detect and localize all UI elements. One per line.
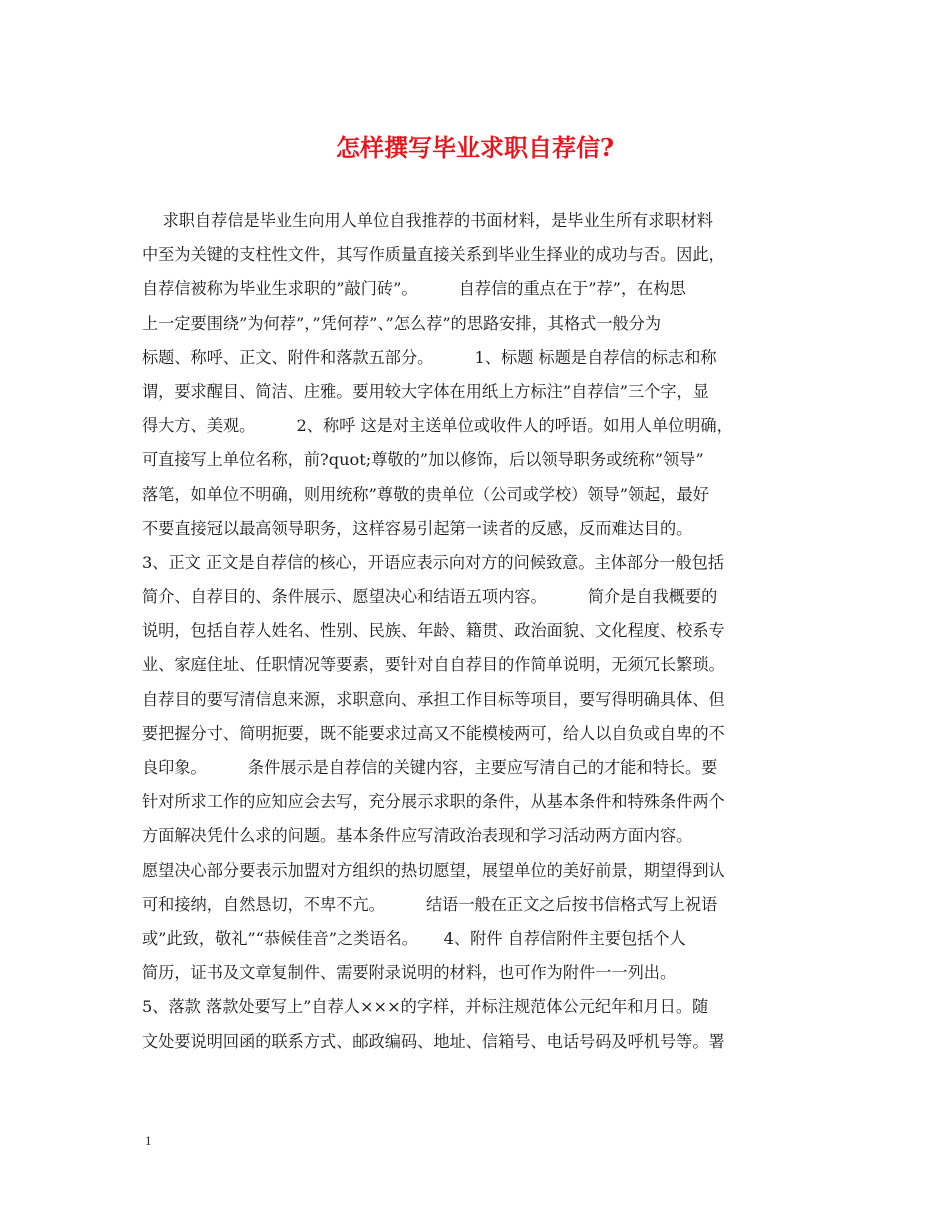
body-line: 简介、自荐目的、条件展示、愿望决心和结语五项内容。 简介是自我概要的 bbox=[142, 587, 718, 607]
body-line: 良印象。 条件展示是自荐信的关键内容，主要应写清自己的才能和特长。要 bbox=[142, 758, 718, 777]
body-line: 3、正文 正文是自荐信的核心，开语应表示向对方的问候致意。主体部分一般包括 bbox=[142, 552, 725, 572]
body-line: 得大方、美观。 2、称呼 这是对主送单位或收件人的呼语。如用人单位明确， bbox=[142, 416, 733, 436]
body-line: 5、落款 落款处要写上”自荐人×××的字样，并标注规范体公元纪年和月日。随 bbox=[142, 997, 709, 1017]
body-line: 针对所求工作的应知应会去写，充分展示求职的条件，从基本条件和特殊条件两个 bbox=[142, 792, 725, 812]
body-line: 自荐信被称为毕业生求职的”敲门砖”。 自荐信的重点在于”荐”，在构思 bbox=[142, 279, 686, 299]
document-title: 怎样撰写毕业求职自荐信? bbox=[335, 133, 615, 162]
body-line: 谓，要求醒目、简洁、庄雅。要用较大字体在用纸上方标注”自荐信”三个字，显 bbox=[142, 381, 709, 401]
body-line: 业、家庭住址、任职情况等要素，要针对自自荐目的作简单说明，无须冗长繁琐。 bbox=[142, 655, 725, 675]
body-line: 标题、称呼、正文、附件和落款五部分。 1、标题 标题是自荐信的标志和称 bbox=[142, 347, 717, 367]
body-line: 简历，证书及文章复制件、需要附录说明的材料，也可作为附件一一列出。 bbox=[142, 963, 677, 983]
document-body bbox=[142, 204, 822, 1059]
body-line: 方面解决凭什么求的问题。基本条件应写清政治表现和学习活动两方面内容。 bbox=[142, 826, 693, 846]
body-line: 或”此致，敬礼”“恭候佳音”之类语名。 4、附件 自荐信附件主要包括个人 bbox=[142, 928, 686, 948]
body-line: 中至为关键的支柱性文件，其写作质量直接关系到毕业生择业的成功与否。因此， bbox=[142, 245, 725, 265]
body-line: 文处要说明回函的联系方式、邮政编码、地址、信箱号、电话号码及呼机号等。署 bbox=[142, 1031, 725, 1051]
body-line: 说明，包括自荐人姓名、性别、民族、年龄、籍贯、政治面貌、文化程度、校系专 bbox=[142, 621, 725, 641]
page-number: 1 bbox=[145, 1133, 152, 1148]
body-line: 可和接纳，自然恳切，不卑不亢。 结语一般在正文之后按书信格式写上祝语 bbox=[142, 894, 718, 914]
body-line: 愿望决心部分要表示加盟对方组织的热切愿望，展望单位的美好前景，期望得到认 bbox=[142, 860, 725, 880]
body-line: 落笔，如单位不明确，则用统称”尊敬的贵单位（公司或学校）领导”领起，最好 bbox=[142, 484, 709, 504]
body-line: 自荐目的要写清信息来源，求职意向、承担工作目标等项目，要写得明确具体、但 bbox=[142, 689, 725, 709]
body-line: 可直接写上单位名称，前?quot;尊敬的”加以修饰，后以领导职务或统称”领导” bbox=[142, 450, 704, 470]
body-line: 要把握分寸、简明扼要，既不能要求过高又不能模棱两可，给人以自负或自卑的不 bbox=[142, 723, 725, 743]
body-line: 上一定要围绕”为何荐”，”凭何荐”、”怎么荐”的思路安排，其格式一般分为 bbox=[142, 313, 662, 333]
body-line: 不要直接冠以最高领导职务，这样容易引起第一读者的反感，反而难达目的。 bbox=[142, 518, 693, 538]
body-line: 求职自荐信是毕业生向用人单位自我推荐的书面材料，是毕业生所有求职材料 bbox=[142, 211, 713, 230]
